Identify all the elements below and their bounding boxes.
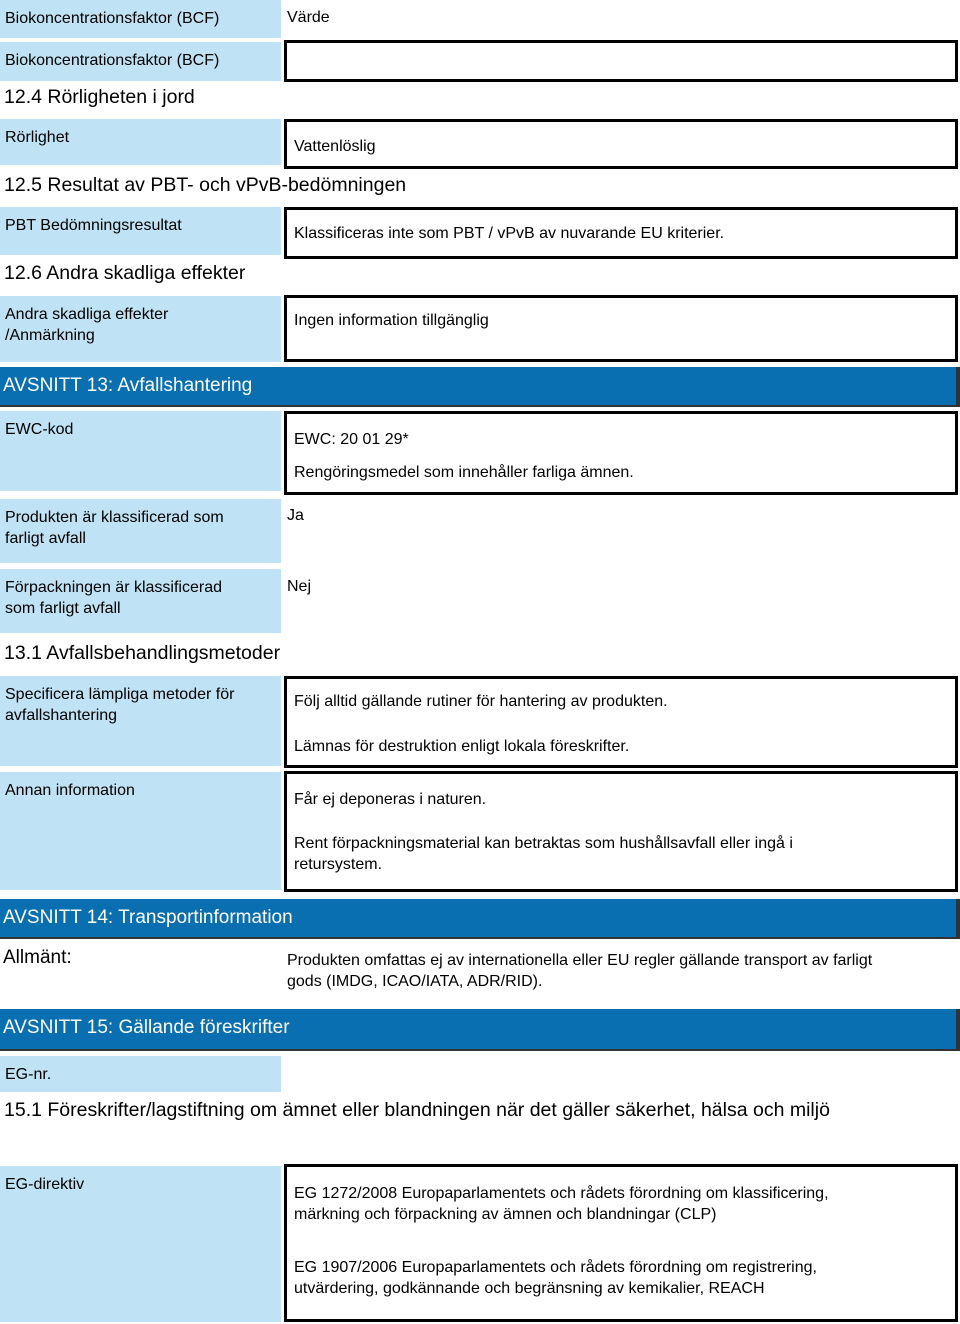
pbt-value: Klassificeras inte som PBT / vPvB av nuvarande EU kriterier. xyxy=(294,225,725,242)
transport-general-value-line2: gods (IMDG, ICAO/IATA, ADR/RID). xyxy=(287,973,543,990)
eg-directive-label: EG-direktiv xyxy=(0,1166,281,1322)
ewc-label: EWC-kod xyxy=(0,411,281,491)
product-hazardous-label xyxy=(0,499,281,563)
section-15-title: AVSNITT 15: Gällande föreskrifter xyxy=(0,1009,960,1051)
methods-label-line1: Specificera lämpliga metoder för xyxy=(5,686,235,703)
other-effects-label-line2: /Anmärkning xyxy=(5,327,95,344)
ewc-value-code: EWC: 20 01 29* xyxy=(294,431,409,448)
packaging-hazardous-label-line1: Förpackningen är klassificerad xyxy=(5,579,222,596)
other-info-value-2-line2: retursystem. xyxy=(294,856,383,873)
other-info-label: Annan information xyxy=(0,772,281,890)
packaging-hazardous-value: Nej xyxy=(287,578,312,595)
bcf-label-row: Biokoncentrationsfaktor (BCF) xyxy=(0,42,281,81)
transport-general-label: Allmänt: xyxy=(3,947,72,968)
eg-directive-value-box xyxy=(284,1164,958,1322)
section-14-title: AVSNITT 14: Transportinformation xyxy=(0,899,960,939)
mobility-value: Vattenlöslig xyxy=(294,138,376,155)
bcf-value-box xyxy=(284,40,958,82)
section-15-1-heading: 15.1 Föreskrifter/lagstiftning om ämnet eller blandningen när det gäller säkerhet, hälsa och miljö xyxy=(4,1099,830,1121)
eg-directive-value-2-line2: utvärdering, godkännande och begränsning av kemikalier, REACH xyxy=(294,1280,765,1297)
mobility-label: Rörlighet xyxy=(0,119,281,165)
product-hazardous-label-line2: farligt avfall xyxy=(5,530,86,547)
methods-value-1: Följ alltid gällande rutiner för hantering av produkten. xyxy=(294,693,668,710)
mobility-value-box xyxy=(284,119,958,169)
bcf-label-top: Biokoncentrationsfaktor (BCF) xyxy=(0,0,281,38)
other-effects-value: Ingen information tillgänglig xyxy=(294,312,489,329)
ewc-value-box xyxy=(284,411,958,495)
packaging-hazardous-label-line2: som farligt avfall xyxy=(5,600,121,617)
other-info-value-2-line1: Rent förpackningsmaterial kan betraktas som hushållsavfall eller ingå i xyxy=(294,835,793,852)
section-13-title: AVSNITT 13: Avfallshantering xyxy=(0,367,960,407)
other-info-value-box xyxy=(284,771,958,892)
pbt-value-box xyxy=(284,207,958,259)
eg-nr-label: EG-nr. xyxy=(0,1056,281,1092)
other-effects-label xyxy=(0,296,281,362)
product-hazardous-value: Ja xyxy=(287,507,304,524)
methods-value-box xyxy=(284,676,958,768)
packaging-hazardous-label xyxy=(0,569,281,633)
section-12-5-heading: 12.5 Resultat av PBT- och vPvB-bedömningen xyxy=(4,174,407,196)
ewc-value-desc: Rengöringsmedel som innehåller farliga ämnen. xyxy=(294,464,634,481)
section-13-1-heading: 13.1 Avfallsbehandlingsmetoder xyxy=(4,642,281,664)
section-12-6-heading: 12.6 Andra skadliga effekter xyxy=(4,262,246,284)
other-effects-label-line1: Andra skadliga effekter xyxy=(5,306,169,323)
eg-directive-value-1-line1: EG 1272/2008 Europaparlamentets och rådets förordning om klassificering, xyxy=(294,1185,829,1202)
eg-directive-value-2-line1: EG 1907/2006 Europaparlamentets och rådets förordning om registrering, xyxy=(294,1259,817,1276)
other-info-value-1: Får ej deponeras i naturen. xyxy=(294,791,487,808)
other-effects-value-box xyxy=(284,295,958,362)
section-12-4-heading: 12.4 Rörligheten i jord xyxy=(4,86,195,108)
pbt-label: PBT Bedömningsresultat xyxy=(0,207,281,255)
transport-general-value-line1: Produkten omfattas ej av internationella eller EU regler gällande transport av farligt xyxy=(287,952,873,969)
eg-directive-value-1-line2: märkning och förpackning av ämnen och blandningar (CLP) xyxy=(294,1206,717,1223)
product-hazardous-label-line1: Produkten är klassificerad som xyxy=(5,509,224,526)
bcf-value-header: Värde xyxy=(287,9,330,26)
methods-label-line2: avfallshantering xyxy=(5,707,118,724)
methods-label xyxy=(0,676,281,766)
methods-value-2: Lämnas för destruktion enligt lokala föreskrifter. xyxy=(294,738,630,755)
